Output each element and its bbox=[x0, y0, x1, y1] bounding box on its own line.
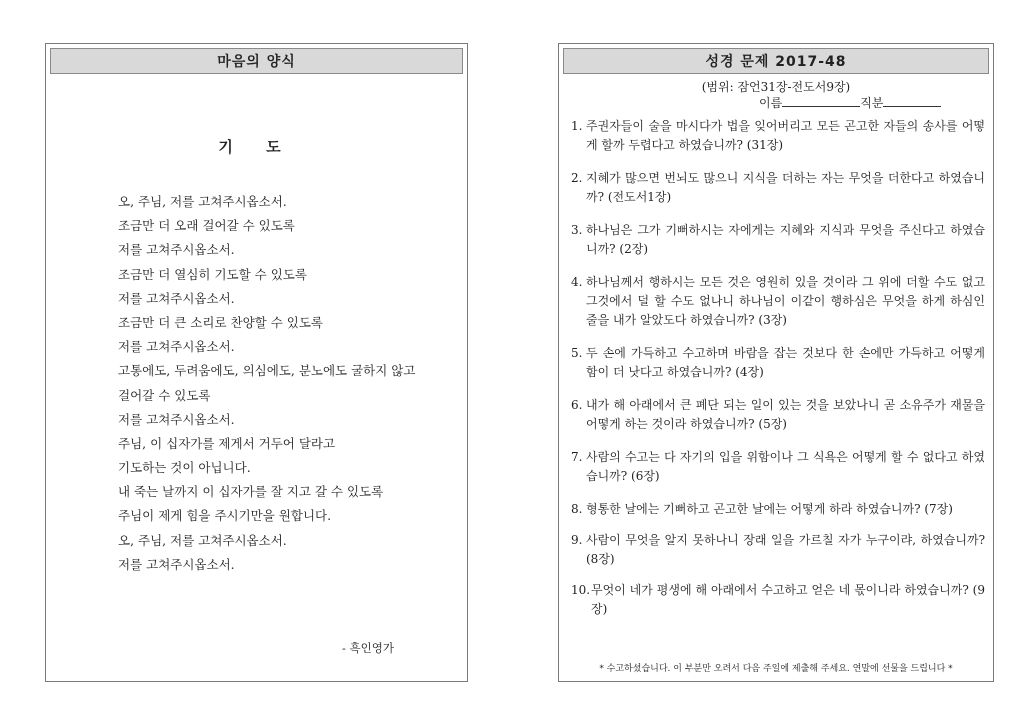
question-item bbox=[571, 448, 985, 486]
question-text: 주권자들이 술을 마시다가 법을 잊어버리고 모든 곤고한 자들의 송사를 어떻게 할까 두렵다고 하였습니까? (31장) bbox=[586, 119, 985, 152]
poem-line: 오, 주님, 저를 고쳐주시옵소서. bbox=[118, 532, 287, 548]
question-number: 8. bbox=[571, 502, 583, 516]
poem-line: 오, 주님, 저를 고쳐주시옵소서. bbox=[118, 194, 287, 209]
quiz-header: 성경 문제 2017-48 bbox=[563, 48, 989, 74]
quiz-footer-note: * 수고하셨습니다. 이 부분만 오려서 다음 주일에 제출해 주세요. 연말에 선물을 드립니다 * bbox=[599, 664, 953, 674]
question-number: 1. bbox=[571, 119, 583, 133]
question-item bbox=[571, 396, 985, 434]
devotional-panel bbox=[45, 43, 468, 682]
question-text: 하나님은 그가 기뻐하시는 자에게는 지혜와 지식과 무엇을 주신다고 하였습니까? (2장) bbox=[586, 223, 985, 256]
question-item bbox=[571, 531, 985, 569]
name-blank[interactable] bbox=[782, 95, 860, 107]
poem-line: 걸어갈 수 있도록 bbox=[118, 387, 211, 403]
poem-title: 기 도 bbox=[218, 138, 295, 156]
poem-line: 저를 고쳐주시옵소서. bbox=[118, 411, 235, 427]
poem-line: 기도하는 것이 아닙니다. bbox=[118, 460, 251, 476]
poem-line: 저를 고쳐주시옵소서. bbox=[118, 242, 235, 258]
question-text: 내가 해 아래에서 큰 폐단 되는 일이 있는 것을 보았나니 곧 소유주가 재물을 어떻게 하는 것이라 하였습니까? (5장) bbox=[586, 398, 985, 431]
question-item bbox=[571, 221, 985, 259]
poem-line: 내 죽는 날까지 이 십자가를 잘 지고 갈 수 있도록 bbox=[118, 484, 384, 500]
poem-line: 조금만 더 큰 소리로 찬양할 수 있도록 bbox=[118, 314, 323, 330]
poem-line: 저를 고쳐주시옵소서. bbox=[118, 290, 235, 306]
question-text: 하나님께서 행하시는 모든 것은 영원히 있을 것이라 그 위에 더할 수도 없고 그것에서 덜 할 수도 없나니 하나님이 이같이 행하심은 무엇을 하게 하심인 줄을 내가 알았도다 하였습니까? (3장) bbox=[586, 275, 985, 327]
question-item bbox=[571, 500, 985, 519]
question-item bbox=[571, 117, 985, 155]
question-text: 형통한 날에는 기뻐하고 곤고한 날에는 어떻게 하라 하였습니까? (7장) bbox=[586, 502, 953, 516]
question-text: 지혜가 많으면 번뇌도 많으니 지식을 더하는 자는 무엇을 더한다고 하였습니까? (전도서1장) bbox=[586, 171, 985, 204]
question-item bbox=[571, 344, 985, 382]
question-number: 3. bbox=[571, 223, 583, 237]
question-list bbox=[571, 117, 985, 619]
question-number: 4. bbox=[571, 275, 583, 289]
question-item bbox=[571, 273, 985, 330]
poem-line: 주님, 이 십자가를 제게서 거두어 달라고 bbox=[118, 435, 336, 451]
poem-author: - 흑인영가 bbox=[342, 641, 394, 655]
question-text: 사람이 무엇을 알지 못하나니 장래 일을 가르칠 자가 누구이랴, 하였습니까? (8장) bbox=[586, 533, 985, 566]
devotional-header: 마음의 양식 bbox=[50, 48, 463, 74]
poem-line: 주님이 제게 힘을 주시기만을 원합니다. bbox=[118, 508, 332, 524]
poem-body bbox=[118, 190, 458, 577]
poem-line: 저를 고쳐주시옵소서. bbox=[118, 556, 235, 572]
poem-line: 조금만 더 오래 걸어갈 수 있도록 bbox=[118, 218, 295, 234]
question-number: 9. bbox=[571, 533, 583, 547]
position-blank[interactable] bbox=[883, 95, 941, 107]
name-position-line bbox=[759, 94, 941, 111]
question-number: 7. bbox=[571, 450, 583, 464]
question-number: 6. bbox=[571, 398, 583, 412]
quiz-range: (범위: 잠언31장-전도서9장) bbox=[701, 80, 851, 94]
question-text: 두 손에 가득하고 수고하며 바람을 잡는 것보다 한 손에만 가득하고 어떻게 함이 더 낫다고 하였습니까? (4장) bbox=[586, 346, 985, 379]
question-item bbox=[571, 581, 985, 619]
poem-line: 조금만 더 열심히 기도할 수 있도록 bbox=[118, 266, 307, 282]
question-number: 10. bbox=[571, 583, 591, 597]
question-item bbox=[571, 169, 985, 207]
poem-line: 고통에도, 두려움에도, 의심에도, 분노에도 굴하지 않고 bbox=[118, 363, 416, 379]
name-label: 이름 bbox=[759, 96, 783, 110]
poem-line: 저를 고쳐주시옵소서. bbox=[118, 339, 235, 355]
question-number: 5. bbox=[571, 346, 583, 360]
bible-quiz-panel bbox=[558, 43, 994, 682]
question-number: 2. bbox=[571, 171, 583, 185]
position-label: 직분 bbox=[860, 96, 884, 110]
question-text: 무엇이 네가 평생에 해 아래에서 수고하고 얻은 네 몫이니라 하였습니까? (9장) bbox=[591, 583, 985, 616]
question-text: 사람의 수고는 다 자기의 입을 위함이나 그 식욕은 어떻게 할 수 없다고 하였습니까? (6장) bbox=[586, 450, 985, 483]
